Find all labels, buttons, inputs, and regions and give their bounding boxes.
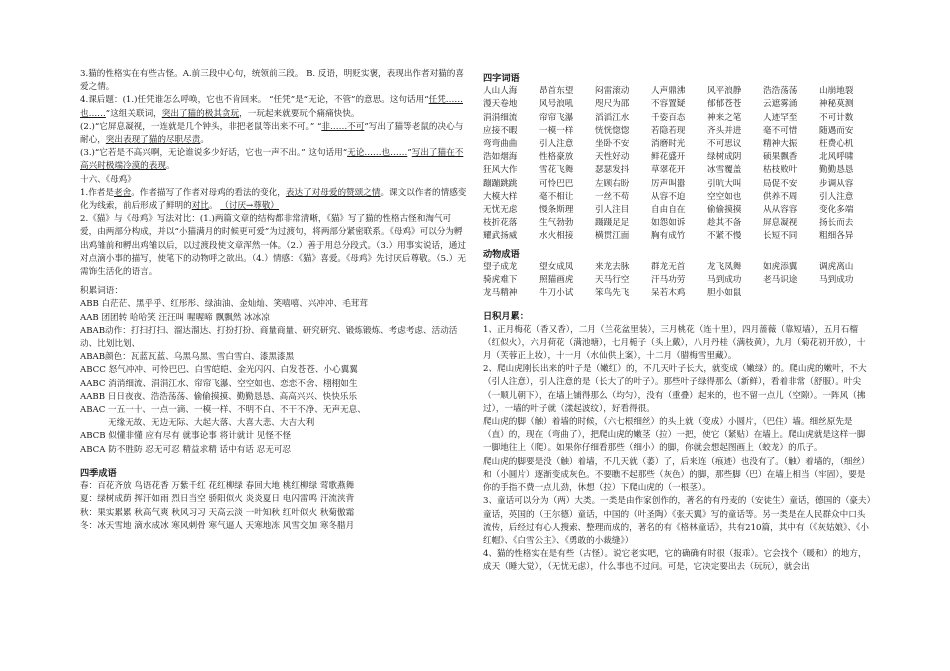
- four-char-word: 局促不安: [763, 178, 798, 189]
- four-char-word: 蹑蹑足足: [595, 218, 630, 229]
- daily-item-2: 2、爬山虎刚长出来的叶子是（嫩红）的，不几天叶子长大，就变成（嫩绿）的。爬山虎的嫩叶，不大（引人注意），引人注意的是（长大了的叶子）。那些叶子绿得那么（新鲜），看着非常（舒服）。叶尖（一顺儿朝下），在墙上铺得那么（均匀），没有（重叠）起来的，也不留一点儿（空隙）。一阵风（拂过），一墙的叶子就（漾起波纹），好看得很。: [483, 364, 867, 414]
- daily-item-1: 1、正月梅花（香又香），二月（兰花盆里装），三月桃花（连十里），四月蔷薇（靠短墙），五月石榴（红似火），六月荷花（满池塘），七月栀子（头上戴），八月丹桂（满枝黄），九月（菊花初开放），十月（芙蓉正上妆），十一月（水仙供上案），十二月（腊梅雪里藏）。: [483, 324, 866, 362]
- four-char-word: 引吭大叫: [707, 178, 742, 189]
- item-cat-4-2: (2.)“它屏息凝视，一连就是几个钟头，非把老鼠等出来不可。” “非……不可”写出了猫等老鼠的决心与耐心，突出表现了猫的尽职尽责。: [80, 121, 464, 146]
- four-char-word: 北风呼啸: [819, 152, 854, 163]
- animal-idiom: 胆小如鼠: [707, 288, 742, 299]
- vocab-abcc: ABCC 怒气冲冲、可怜巴巴、白雪皑皑、金光闪闪、白发苍苍、小心翼翼: [80, 365, 358, 376]
- four-char-word: 闷雷滚动: [595, 86, 630, 97]
- four-char-word: 精神大振: [763, 139, 798, 150]
- animal-idiom: 马到成功: [819, 275, 854, 286]
- four-char-word: 从容不迫: [651, 191, 686, 202]
- daily-item-2c: 爬山虎的脚要是没（触）着墙，不几天就（萎）了，后来连（痕迹）也没有了。（触）着墙的，（细丝）和（小圆片）逐渐变成灰色。不要瞧不起那些（灰色）的脚，那些脚（巴）在墙上相当（牢固），要是你的手指不费一点儿劲，休想（拉）下爬山虎的（一根茎）。: [483, 456, 870, 494]
- four-char-word: 左顾右盼: [595, 178, 630, 189]
- season-idioms-heading: 四季成语: [80, 467, 117, 479]
- animal-idiom: 呆若木鸡: [651, 288, 686, 299]
- animal-idiom: 望子成龙: [483, 261, 518, 272]
- four-char-word: 消磨时光: [651, 139, 686, 150]
- four-char-word: 水火相接: [539, 231, 574, 242]
- four-char-word: 枝折花落: [483, 218, 518, 229]
- four-char-word: 厉声叫嚣: [651, 178, 686, 189]
- four-char-word: 不可思议: [707, 139, 742, 150]
- four-char-word: 帘帘飞瀑: [539, 112, 574, 123]
- four-char-word: 风平浪静: [707, 86, 742, 97]
- vocab-abab-color: ABAB颜色：瓦蓝瓦蓝、乌黑乌黑、雪白雪白、漆黑漆黑: [80, 352, 295, 363]
- item-cat-4-1: 4.课后题：(1.)任凭谁怎么呼唤，它也不肯回来。 “任凭”是“无论，不管”的意思。这句话用“任凭……也……”这组关联词，突出了猫的极其贪玩，一玩起来就要玩个痛痛快快。: [80, 95, 463, 119]
- animal-idiom: 骑虎难下: [483, 275, 518, 286]
- four-char-word: 生气勃勃: [539, 218, 574, 229]
- four-char-word: 粗细各异: [819, 231, 854, 242]
- four-char-word: 耀武扬威: [483, 231, 518, 242]
- daily-item-3: 3、童话可以分为（两）大类。一类是由作家创作的，著名的有丹麦的（安徒生）童话，德国的（豪夫）童话，英国的（王尔德）童话，中国的（叶圣陶）《张天翼》写的童话等。另一类是在人民群众中口头流传，后经过有心人搜索、整理而成的，著名的有《格林童话》，共有210篇，其中有（《灰姑娘》、《小红帽》、《白雪公主》、《勇敢的小裁缝》）: [483, 496, 871, 546]
- season-autumn: 秋：果实累累 秋高气爽 秋风习习 天高云淡 一叶知秋 红叶似火 秋菊傲霜: [80, 507, 355, 518]
- four-char-word: 人山人海: [483, 86, 518, 97]
- item-cat-4-3: (3.)“它若是不高兴啊，无论谁说多少好话，它也一声不出。” 这句话用“无论……也……”写出了猫在不高兴时极端冷漠的表现。: [80, 148, 464, 172]
- four-char-word: 雪花飞舞: [539, 165, 574, 176]
- four-char-word: 偷偷摸摸: [707, 205, 742, 216]
- four-char-word: 鲜花盛开: [651, 152, 686, 163]
- animal-idiom: 望女成凤: [539, 261, 574, 272]
- four-char-heading: 四字词语: [483, 73, 520, 84]
- vocab-abca: ABCA 防不胜防 忍无可忍 精益求精 话中有话 忍无可忍: [80, 444, 291, 455]
- animal-idiom: 照猫画虎: [539, 275, 574, 286]
- four-char-word: 恍恍惚惚: [595, 125, 630, 136]
- item-cat-3: 3.猫的性格实在有些古怪。A.前三段中心句，统领前三段。 B. 反语，明贬实褒，表现出作者对猫的喜爱之情。: [80, 69, 464, 93]
- daily-item-2b: 爬山虎的脚（触）着墙的时候，（六七根细丝）的头上就（变成）小圆片，（巴住）墙。细丝原先是（直）的，现在（弯曲了），把爬山虎的嫩茎（拉）一把，使它（紧贴）在墙上。爬山虎就是这样一脚一脚地往上（爬）。如果你仔细看那些（细小）的脚，你就会想起图画上（蛟龙）的爪子。: [483, 417, 866, 454]
- four-char-word: 枯枝败叶: [763, 165, 798, 176]
- season-spring: 春：百花齐放 鸟语花香 万紫千红 花红柳绿 春回大地 桃红柳绿 莺歌燕舞: [80, 481, 355, 492]
- four-char-word: 浩如烟海: [483, 152, 518, 163]
- four-char-word: 神秘莫测: [819, 99, 854, 110]
- four-char-word: 慢条斯理: [539, 205, 574, 216]
- four-char-word: 狂风大作: [483, 165, 518, 176]
- four-char-word: 毫不可惜: [763, 125, 798, 136]
- animal-idiom: 马到成功: [707, 275, 742, 286]
- four-char-word: 随遇而安: [819, 125, 854, 136]
- four-char-word: 应接不暇: [483, 125, 518, 136]
- four-char-word: 不容置疑: [651, 99, 686, 110]
- four-char-word: 若隐若现: [651, 125, 686, 136]
- animal-idiom: 如虎添翼: [763, 261, 798, 272]
- vocab-abac: ABAC 一五一十、一点一滴、一模一样、不明不白、不干不净、无声无息、: [80, 405, 366, 416]
- four-char-word: 坐卧不安: [595, 139, 630, 150]
- left-column: [80, 68, 468, 533]
- four-char-word: 漫天卷地: [483, 99, 518, 110]
- four-char-word: 长短不同: [763, 231, 798, 242]
- four-char-word: 大模大样: [483, 191, 518, 202]
- four-char-word: 云遮雾涌: [763, 99, 798, 110]
- four-char-word: 瑟瑟发抖: [595, 165, 630, 176]
- four-char-word: 引人注意: [819, 191, 854, 202]
- vocab-heading: 积累词语：: [80, 286, 123, 297]
- four-char-word: 勤勤恳恳: [819, 165, 854, 176]
- daily-item-4: 4、猫的性格实在是有些（古怪）。说它老实吧，它的确确有时很（报乖）。它会找个（暖和）的地方，成天（睡大觉），（无忧无虑），什么事也不过问。可是，它决定要出去（玩玩），就会出: [483, 549, 867, 573]
- four-char-word: 毫不相让: [539, 191, 574, 202]
- animal-idiom: 群龙无首: [651, 261, 686, 272]
- animal-idiom: 笨鸟先飞: [595, 288, 630, 299]
- animal-idiom: 龙飞凤舞: [707, 261, 742, 272]
- section-muji-title: 十六、《母鸡》: [80, 174, 136, 185]
- four-char-word: 一丝不苟: [595, 191, 630, 202]
- vocab-aabb: AABB 日日夜夜、浩浩荡荡、偷偷摸摸、勤勤恳恳、高高兴兴、快快乐乐: [80, 391, 357, 402]
- animal-idiom: 龙马精神: [483, 288, 518, 299]
- four-char-word: 郁郁苍苍: [707, 99, 742, 110]
- four-char-word: 引人注目: [595, 205, 630, 216]
- animal-idioms-heading: 动物成语: [483, 248, 520, 260]
- vocab-aab: AAB 团团转 哈哈笑 汪汪叫 喔喔啼 飘飘然 冰冰凉: [80, 312, 270, 323]
- four-char-word: 扬长而去: [819, 218, 854, 229]
- four-char-word: 自由自在: [651, 205, 686, 216]
- four-char-word: 绿树成阴: [707, 152, 742, 163]
- four-char-word: 引人注意: [539, 139, 574, 150]
- four-char-word: 步调从容: [819, 178, 854, 189]
- item-muji-2: 2.《猫》与《母鸡》写法对比：(1.)两篇文章的结构都非常清晰，《猫》写了猫的性格古怪和淘气可爱，由两部分构成，并以“小猫满月的时候更可爱”为过渡句，将两部分紧密联系。《母鸡》可以分为孵出鸡雏前和孵出鸡雏以后，以过渡段使文章浑然一体。（2.）善于用总分段式。（3.）用事实说话，通过对点滴小事的描写，使笔下的动物呼之欲出。（4.）情感：《猫》喜爱。《母鸡》先讨厌后尊敬。（5.）无需饰生活化的语言。: [80, 214, 466, 278]
- four-char-word: 胸有成竹: [651, 231, 686, 242]
- animal-idioms-grid: [483, 261, 873, 301]
- four-char-word: 咫尺为邵: [595, 99, 630, 110]
- season-winter: 冬：冰天雪地 滴水成冰 寒风刺骨 寒气逼人 天寒地冻 风雪交加 寒冬腊月: [80, 520, 355, 531]
- four-char-word: 千姿百态: [651, 112, 686, 123]
- vocab-abb: ABB 白茫茫、黑乎乎、红彤彤、绿油油、金灿灿、笑嘻嘻、兴冲冲、毛茸茸: [80, 299, 368, 310]
- four-char-word: 硕果飘香: [763, 152, 798, 163]
- four-char-word: 人迹罕至: [763, 112, 798, 123]
- vocab-aabc: AABC 消消细流、涓涓江水、帘帘飞瀑、空空如也、恋恋不舍、栩栩如生: [80, 378, 358, 389]
- four-char-word: 从从容容: [763, 205, 798, 216]
- four-char-word: 弯弯曲曲: [483, 139, 518, 150]
- four-char-word: 屏息凝视: [763, 218, 798, 229]
- vocab-abcb: ABCB 似懂非懂 应有尽有 就事论事 将计就计 见怪不怪: [80, 431, 292, 442]
- four-char-word: 无忧无虑: [483, 205, 518, 216]
- four-char-word: 横贯江面: [595, 231, 630, 242]
- four-char-word: 人声鼎沸: [651, 86, 686, 97]
- vocab-abac-cont: 无缘无故、无边无际、大起大落、大喜大悲、大吉大利: [108, 418, 315, 429]
- four-char-word: 冰雪覆盖: [707, 165, 742, 176]
- daily-heading: 日积月累：: [483, 311, 529, 323]
- four-char-word: 蹦蹦跳跳: [483, 178, 518, 189]
- animal-idiom: 天马行空: [595, 275, 630, 286]
- item-muji-1: 1.作者是老舍。作者描写了作者对母鸡的看法的变化，表达了对母爱的赞颂之情。课文以作者的情感变化为线索，前后形成了鲜明的对比。 （讨厌→尊敬）: [80, 187, 467, 212]
- four-char-word: 不可计数: [819, 112, 854, 123]
- four-char-word: 不紧不慢: [707, 231, 742, 242]
- four-char-word: 天性好动: [595, 152, 630, 163]
- right-column: [483, 68, 873, 575]
- four-char-word: 滔滔江水: [595, 112, 630, 123]
- four-char-word: 山崩地裂: [819, 86, 854, 97]
- four-char-grid: [483, 85, 873, 243]
- four-char-word: 性格豪放: [539, 152, 574, 163]
- four-char-word: 浩浩荡荡: [763, 86, 798, 97]
- four-char-word: 涓涓细流: [483, 112, 518, 123]
- four-char-word: 趁其不备: [707, 218, 742, 229]
- four-char-word: 昂首东望: [539, 86, 574, 97]
- four-char-word: 空空如也: [707, 191, 742, 202]
- vocab-abab-action: ABAB动作：打扫打扫、溜达溜达、打扮打扮、商量商量、研究研究、锻炼锻炼、考虑考虑、活动活动、比划比划、: [80, 325, 458, 350]
- four-char-word: 齐头并进: [707, 125, 742, 136]
- season-summer: 夏：绿树成荫 挥汗如雨 烈日当空 骄阳似火 炎炎夏日 电闪雷鸣 汗流浃背: [80, 494, 355, 505]
- four-char-word: 一模一样: [539, 125, 574, 136]
- four-char-word: 风号浪吼: [539, 99, 574, 110]
- four-char-word: 草翠花开: [651, 165, 686, 176]
- animal-idiom: 调虎离山: [819, 261, 854, 272]
- animal-idiom: 老马识途: [763, 275, 798, 286]
- animal-idiom: 来龙去脉: [595, 261, 630, 272]
- four-char-word: 变化多端: [819, 205, 854, 216]
- animal-idiom: 牛刀小试: [539, 288, 574, 299]
- four-char-word: 枉费心机: [819, 139, 854, 150]
- four-char-word: 供养不周: [763, 191, 798, 202]
- four-char-word: 可怜巴巴: [539, 178, 574, 189]
- four-char-word: 如怨如诉: [651, 218, 686, 229]
- four-char-word: 神来之笔: [707, 112, 742, 123]
- animal-idiom: 汗马功劳: [651, 275, 686, 286]
